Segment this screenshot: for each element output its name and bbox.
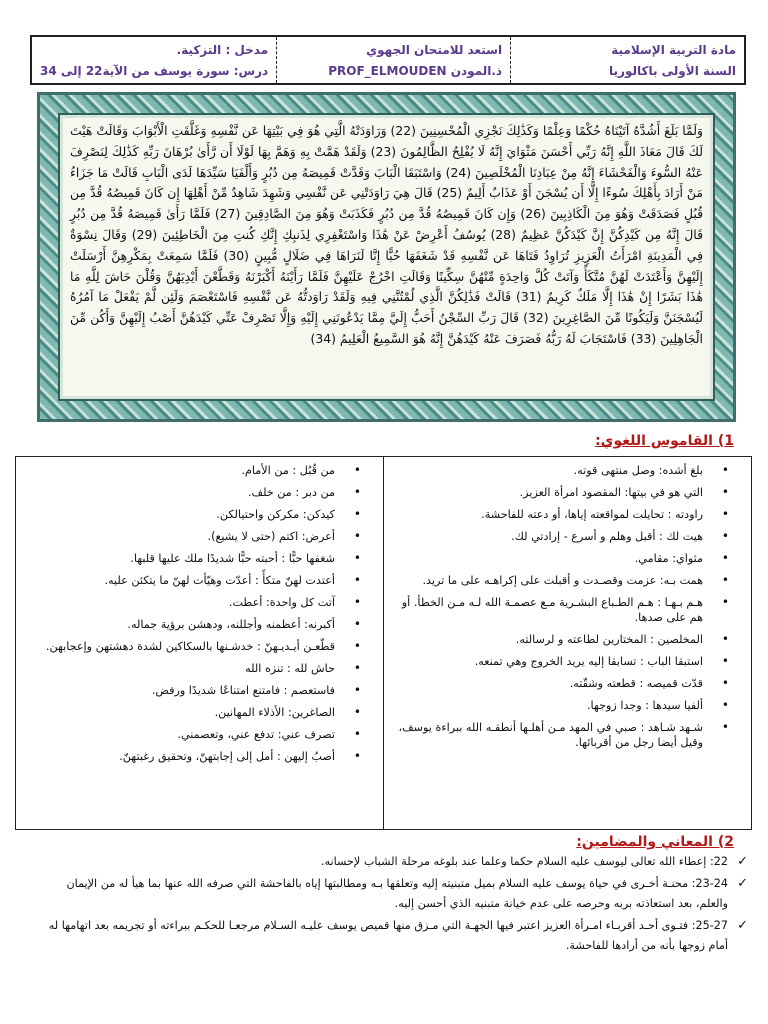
lexicon-entry: • أعتدت لهنّ متكأً : أعدّت وهيّأت لهنّ ما يتكئن عليه. xyxy=(22,573,361,588)
lexicon-entry: • الصاغرين: الأذلاء المهانين. xyxy=(22,705,361,720)
lexicon-entry: • من دبر : من خلف. xyxy=(22,485,361,500)
lexicon-entry: • فاستعصم : فامتنع امتناعًا شديدًا ورفض. xyxy=(22,683,361,698)
lexicon-left-list xyxy=(22,463,377,764)
meaning-item xyxy=(40,916,748,956)
lexicon-entry: • قطّعـن أيـديـهنّ : خدشـنها بالسكاكين لشدة دهشتهن وإعجابهن. xyxy=(22,639,361,654)
meaning-item xyxy=(40,874,748,914)
lexicon-left-column xyxy=(16,457,384,829)
header-teacher-cell xyxy=(276,37,510,83)
meaning-text: 25-27: فتـوى أحـد أقربـاء امـرأة العزيز اعتبر فيها الجهـة التي مـزق منها قميص يوسف عليـه السـلام مرجعـا للحكـم ببراءته أو تجريمه بعد اتهامها له أمام زوجها بأنه من أرادها للفاحشة. xyxy=(48,919,728,952)
lexicon-title: 1) القاموس اللغوي: xyxy=(595,433,734,449)
lexicon-right-list xyxy=(390,463,745,750)
lexicon-entry: • استبقا الباب : تسابقا إليه يريد الخروج وهي تمنعه. xyxy=(390,654,729,669)
meanings-title: 2) المعاني والمضامين: xyxy=(576,834,734,850)
lexicon-entry: • التي هو في بيتها: المقصود امرأة العزيز. xyxy=(390,485,729,500)
lexicon-entry: • قدّت قميصه : قطعته وشقّته. xyxy=(390,676,729,691)
lexicon-entry: • هـم بـهـا : هـم الطـباع البشـرية مـع عصمـة الله لـه مـن الخطأ. أو هم على صدها. xyxy=(390,595,729,625)
lexicon-entry: • أصبُ إليهن : أمل إلى إجابتهنّ، وتحقيق رغبتهنّ. xyxy=(22,749,361,764)
lexicon-entry: • راودته : تحايلت لمواقعته إياها، أو دعته للفاحشة. xyxy=(390,507,729,522)
lexicon-entry: • حاش لله : تنزه الله xyxy=(22,661,361,676)
lexicon-entry: • أكبرنه: أعظمنه وأجللنه، ودهشن برؤية جماله. xyxy=(22,617,361,632)
checkmark-icon: ✓ xyxy=(737,876,748,891)
meaning-item xyxy=(40,852,748,872)
meanings-list xyxy=(40,852,748,958)
meaning-text: 22: إعطاء الله تعالى ليوسف عليه السلام حكما وعلما عند بلوغه مرحلة الشباب لإحسانه. xyxy=(320,855,728,868)
lexicon-entry: • بلغ أشده: وصل منتهى قوته. xyxy=(390,463,729,478)
checkmark-icon: ✓ xyxy=(737,918,748,933)
lexicon-entry: • أعرض: اكتم (حتى لا يشيع). xyxy=(22,529,361,544)
lexicon-entry: • همت بـه: عزمت وقصـدت و أقبلت على إكراهـه على ما تريد. xyxy=(390,573,729,588)
lexicon-entry: • مثواي: مقامي. xyxy=(390,551,729,566)
lexicon-entry: • شـهد شـاهد : صبي في المهد مـن أهلـها أنطقـه الله ببراءة يوسف، وقيل أيضا رجل من أقربائها. xyxy=(390,720,729,750)
quran-ornamental-frame xyxy=(37,92,736,422)
quran-verses: وَلَمَّا بَلَغَ أَشُدَّهُ آتَيْنَاهُ حُكْمًا وَعِلْمًا وَكَذَٰلِكَ نَجْزِي الْمُحْسِنِينَ (22) وَرَاوَدَتْهُ الَّتِي هُوَ فِي بَيْتِهَا عَن نَّفْسِهِ وَغَلَّقَتِ الْأَبْوَابَ وَقَالَتْ هَيْتَ لَكَ قَالَ مَعَاذَ اللَّهِ إِنَّهُ رَبِّي أَحْسَنَ مَثْوَايَ إِنَّهُ لَا يُفْلِحُ الظَّالِمُونَ (23) وَلَقَدْ هَمَّتْ بِهِ وَهَمَّ بِهَا لَوْلَا أَن رَّأَىٰ بُرْهَانَ رَبِّهِ كَذَٰلِكَ لِنَصْرِفَ عَنْهُ السُّوءَ وَالْفَحْشَاءَ إِنَّهُ مِنْ عِبَادِنَا الْمُخْلَصِينَ (24) وَاسْتَبَقَا الْبَابَ وَقَدَّتْ قَمِيصَهُ مِن دُبُرٍ وَأَلْفَيَا سَيِّدَهَا لَدَى الْبَابِ قَالَتْ مَا جَزَاءُ مَنْ أَرَادَ بِأَهْلِكَ سُوءًا إِلَّا أَن يُسْجَنَ أَوْ عَذَابٌ أَلِيمٌ (25) قَالَ هِيَ رَاوَدَتْنِي عَن نَّفْسِي وَشَهِدَ شَاهِدٌ مِّنْ أَهْلِهَا إِن كَانَ قَمِيصُهُ قُدَّ مِن قُبُلٍ فَصَدَقَتْ وَهُوَ مِنَ الْكَاذِبِينَ (26) وَإِن كَانَ قَمِيصُهُ قُدَّ مِن دُبُرٍ فَكَذَبَتْ وَهُوَ مِنَ الصَّادِقِينَ (27) فَلَمَّا رَأَىٰ قَمِيصَهُ قُدَّ مِن دُبُرٍ قَالَ إِنَّهُ مِن كَيْدِكُنَّ إِنَّ كَيْدَكُنَّ عَظِيمٌ (28) يُوسُفُ أَعْرِضْ عَنْ هَٰذَا وَاسْتَغْفِرِي لِذَنبِكِ إِنَّكِ كُنتِ مِنَ الْخَاطِئِينَ (29) وَقَالَ نِسْوَةٌ فِي الْمَدِينَةِ امْرَأَتُ الْعَزِيزِ تُرَاوِدُ فَتَاهَا عَن نَّفْسِهِ قَدْ شَغَفَهَا حُبًّا إِنَّا لَنَرَاهَا فِي ضَلَالٍ مُّبِينٍ (30) فَلَمَّا سَمِعَتْ بِمَكْرِهِنَّ أَرْسَلَتْ إِلَيْهِنَّ وَأَعْتَدَتْ لَهُنَّ مُتَّكَأً وَآتَتْ كُلَّ وَاحِدَةٍ مِّنْهُنَّ سِكِّينًا وَقَالَتِ اخْرُجْ عَلَيْهِنَّ فَلَمَّا رَأَيْنَهُ أَكْبَرْنَهُ وَقَطَّعْنَ أَيْدِيَهُنَّ وَقُلْنَ حَاشَ لِلَّهِ مَا هَٰذَا بَشَرًا إِنْ هَٰذَا إِلَّا مَلَكٌ كَرِيمٌ (31) قَالَتْ فَذَٰلِكُنَّ الَّذِي لُمْتُنَّنِي فِيهِ وَلَقَدْ رَاوَدتُّهُ عَن نَّفْسِهِ فَاسْتَعْصَمَ وَلَئِن لَّمْ يَفْعَلْ مَا آمُرُهُ لَيُسْجَنَنَّ وَلَيَكُونًا مِّنَ الصَّاغِرِينَ (32) قَالَ رَبِّ السِّجْنُ أَحَبُّ إِلَيَّ مِمَّا يَدْعُونَنِي إِلَيْهِ وَإِلَّا تَصْرِفْ عَنِّي كَيْدَهُنَّ أَصْبُ إِلَيْهِنَّ وَأَكُن مِّنَ الْجَاهِلِينَ (33) فَاسْتَجَابَ لَهُ رَبُّهُ فَصَرَفَ عَنْهُ كَيْدَهُنَّ إِنَّهُ هُوَ السَّمِيعُ الْعَلِيمُ (34) xyxy=(70,123,704,346)
lesson-label: درس: سورة يوسف من الآية22 إلى 34 xyxy=(39,63,269,78)
lexicon-entry: • شغفها حبًّا : أحبته حبًّا شديدًا ملك عليها قلبها. xyxy=(22,551,361,566)
subject-label: مادة التربية الإسلامية xyxy=(611,42,736,57)
lexicon-entry: • المخلصين : المختارين لطاعته و لرسالته. xyxy=(390,632,729,647)
teacher-label: ذ.المودن PROF_ELMOUDEN xyxy=(328,63,503,78)
lexicon-entry: • كيدكن: مكركن واحتيالكن. xyxy=(22,507,361,522)
lexicon-entry: • من قُبُل : من الأمام. xyxy=(22,463,361,478)
level-label: السنة الأولى باكالوريا xyxy=(609,63,736,78)
lexicon-entry: • ألفيا سيدها : وجدا زوجها. xyxy=(390,698,729,713)
header-subject-cell xyxy=(510,37,744,83)
module-label: مدخل : التزكية. xyxy=(176,42,269,57)
quran-text-panel xyxy=(58,113,715,401)
lexicon-right-column xyxy=(384,457,751,829)
lexicon-entry: • تصرف عني: تدفع عني، وتعصمني. xyxy=(22,727,361,742)
document-header xyxy=(30,35,746,85)
checkmark-icon: ✓ xyxy=(737,854,748,869)
lexicon-entry: • هيت لك : أقبل وهلم و أسرع - إرادتي لك. xyxy=(390,529,729,544)
lexicon-entry: • آتت كل واحدة: أعطت. xyxy=(22,595,361,610)
exam-prep-label: استعد للامتحان الجهوي xyxy=(366,42,503,57)
lexicon-table xyxy=(15,456,752,830)
meaning-text: 23-24: محنـة أخـرى في حياة يوسف عليه السلام بميل متبنيته إليه وتعلقها بـه ومطالبتها إياه بالفاحشة التي صرفه الله عنها بما هيأ له من الإيمان والعلم، بعد استعاذته بربه وحرصه على عدم خيانة متبنيه الذي أحسن إليه. xyxy=(66,877,728,910)
header-lesson-cell xyxy=(32,37,276,83)
